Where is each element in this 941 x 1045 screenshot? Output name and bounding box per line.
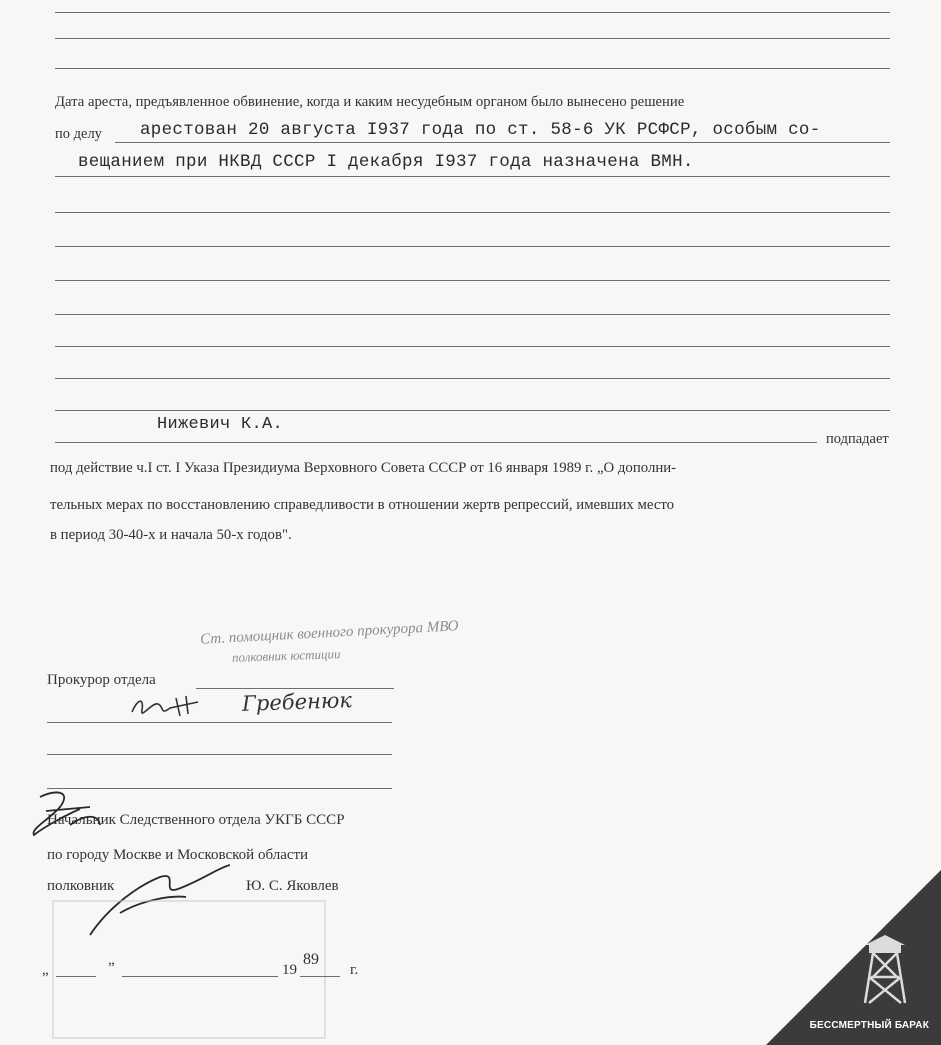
prosecutor-label: Прокурор отдела — [47, 672, 156, 688]
arrest-label-line1: Дата ареста, предъявленное обвинение, когда и каким несудебным органом было вынесено решение — [55, 94, 685, 110]
prosecutor-signature-scribble — [128, 692, 208, 724]
empty-rule-1 — [55, 212, 890, 213]
arrest-typed-line1: арестован 20 августа I937 года по ст. 58-6 УК РСФСР, особым со- — [140, 120, 821, 140]
decree-line1: под действие ч.I ст. I Указа Президиума Верховного Совета СССР от 16 января 1989 г. „О дополни- — [50, 460, 677, 476]
top-rule-1 — [55, 12, 890, 13]
arrest-rule-2 — [55, 176, 890, 177]
empty-rule-5 — [55, 346, 890, 347]
kgb-name: Ю. С. Яковлев — [246, 878, 339, 894]
watermark-text: БЕССМЕРТНЫЙ БАРАК — [809, 1020, 929, 1031]
date-close-quote: ” — [108, 960, 115, 976]
kgb-title-line1: Начальник Следственного отдела УКГБ СССР — [47, 812, 345, 828]
kgb-title-line2: по городу Москве и Московской области — [47, 847, 309, 863]
date-open-quote: „ — [42, 962, 49, 978]
empty-rule-4 — [55, 314, 890, 315]
falls-under-label: подпадает — [826, 431, 889, 447]
date-year-prefix: 19 — [282, 962, 297, 978]
decree-line2: тельных мерах по восстановлению справедливости в отношении жертв репрессий, имевших место — [50, 497, 675, 513]
empty-rule-7 — [55, 410, 890, 411]
decree-line3: в период 30-40-х и начала 50-х годов". — [50, 527, 292, 543]
date-year-suffix: 89 — [303, 951, 319, 968]
empty-rule-6 — [55, 378, 890, 379]
date-month-rule — [122, 976, 278, 977]
date-year-abbrev: г. — [350, 962, 359, 978]
top-rule-3 — [55, 68, 890, 69]
arrest-label-line2: по делу — [55, 126, 102, 142]
empty-rule-3 — [55, 280, 890, 281]
watchtower-icon — [857, 925, 913, 1005]
date-day-rule — [56, 976, 96, 977]
prosecutor-stamp-line1: Ст. помощник военного прокурора МВО — [199, 618, 459, 648]
arrest-typed-line2: вещанием при НКВД СССР I декабря I937 года назначена ВМН. — [78, 152, 694, 172]
person-name: Нижевич К.А. — [157, 415, 284, 434]
date-year-rule — [300, 976, 340, 977]
watermark-corner — [766, 870, 941, 1045]
prosecutor-rule-3 — [47, 754, 392, 755]
prosecutor-stamp-line2: полковник юстиции — [231, 646, 341, 665]
prosecutor-rule-2 — [47, 722, 392, 723]
person-name-rule — [55, 442, 817, 443]
top-rule-2 — [55, 38, 890, 39]
prosecutor-signature-name: Гребенюк — [241, 688, 353, 716]
empty-rule-2 — [55, 246, 890, 247]
arrest-rule-1 — [115, 142, 890, 143]
kgb-rank: полковник — [47, 878, 115, 894]
prosecutor-rule-1 — [196, 688, 394, 689]
